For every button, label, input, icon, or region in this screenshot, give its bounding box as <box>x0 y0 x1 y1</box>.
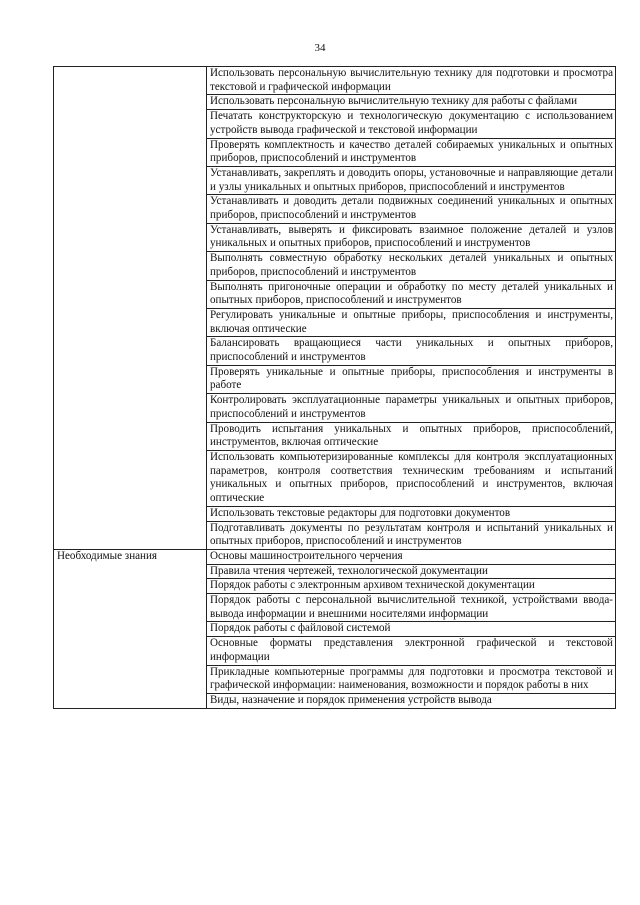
page-number: 34 <box>314 42 326 54</box>
requirement-item: Проверять уникальные и опытные приборы, приспособления и инструменты в работе <box>207 365 616 393</box>
requirement-item: Проводить испытания уникальных и опытных приборов, приспособлений, инструментов, включая оптические <box>207 422 616 450</box>
requirement-item: Устанавливать, закреплять и доводить опоры, установочные и направляющие детали и узлы уникальных и опытных приборов, приспособлений и инструментов <box>207 166 616 194</box>
requirement-category-label <box>54 67 207 550</box>
requirement-item: Контролировать эксплуатационные параметры уникальных и опытных приборов, приспособлений и инструментов <box>207 394 616 422</box>
requirement-item: Виды, назначение и порядок применения устройств вывода <box>207 693 616 708</box>
requirement-category-label: Необходимые знания <box>54 549 207 708</box>
requirement-item: Основы машиностроительного черчения <box>207 549 616 564</box>
requirement-item: Использовать персональную вычислительную технику для подготовки и просмотра текстовой и графической информации <box>207 67 616 95</box>
table-row <box>54 549 616 564</box>
requirement-item: Порядок работы с электронным архивом технической документации <box>207 579 616 594</box>
requirement-item: Использовать текстовые редакторы для подготовки документов <box>207 506 616 521</box>
requirement-item: Печатать конструкторскую и технологическую документацию с использованием устройств вывода графической и текстовой информации <box>207 110 616 138</box>
requirement-item: Проверять комплектность и качество деталей собираемых уникальных и опытных приборов, приспособлений и инструментов <box>207 138 616 166</box>
requirement-item: Балансировать вращающиеся части уникальных и опытных приборов, приспособлений и инструментов <box>207 337 616 365</box>
requirement-item: Выполнять совместную обработку нескольких деталей уникальных и опытных приборов, приспособлений и инструментов <box>207 252 616 280</box>
requirement-item: Основные форматы представления электронной графической и текстовой информации <box>207 637 616 665</box>
table-row <box>54 67 616 95</box>
requirement-item: Подготавливать документы по результатам контроля и испытаний уникальных и опытных приборов, приспособлений и инструментов <box>207 521 616 549</box>
requirement-item: Правила чтения чертежей, технологической документации <box>207 564 616 579</box>
requirement-item: Устанавливать и доводить детали подвижных соединений уникальных и опытных приборов, приспособлений и инструментов <box>207 195 616 223</box>
requirement-item: Порядок работы с файловой системой <box>207 622 616 637</box>
requirements-table <box>53 66 616 709</box>
requirement-item: Порядок работы с персональной вычислительной техникой, устройствами ввода-вывода информации и внешними носителями информации <box>207 594 616 622</box>
requirement-item: Использовать персональную вычислительную технику для работы с файлами <box>207 95 616 110</box>
requirement-item: Устанавливать, выверять и фиксировать взаимное положение деталей и узлов уникальных и опытных приборов, приспособлений и инструментов <box>207 223 616 251</box>
requirement-item: Использовать компьютеризированные комплексы для контроля эксплуатационных параметров, контроля соответствия техническим требованиям и испытаний уникальных и опытных приборов, приспособлений и инструментов, включая оптические <box>207 450 616 506</box>
requirement-item: Прикладные компьютерные программы для подготовки и просмотра текстовой и графической информации: наименования, возможности и порядок работы в них <box>207 665 616 693</box>
requirement-item: Выполнять пригоночные операции и обработку по месту деталей уникальных и опытных приборов, приспособлений и инструментов <box>207 280 616 308</box>
requirement-item: Регулировать уникальные и опытные приборы, приспособления и инструменты, включая оптические <box>207 308 616 336</box>
